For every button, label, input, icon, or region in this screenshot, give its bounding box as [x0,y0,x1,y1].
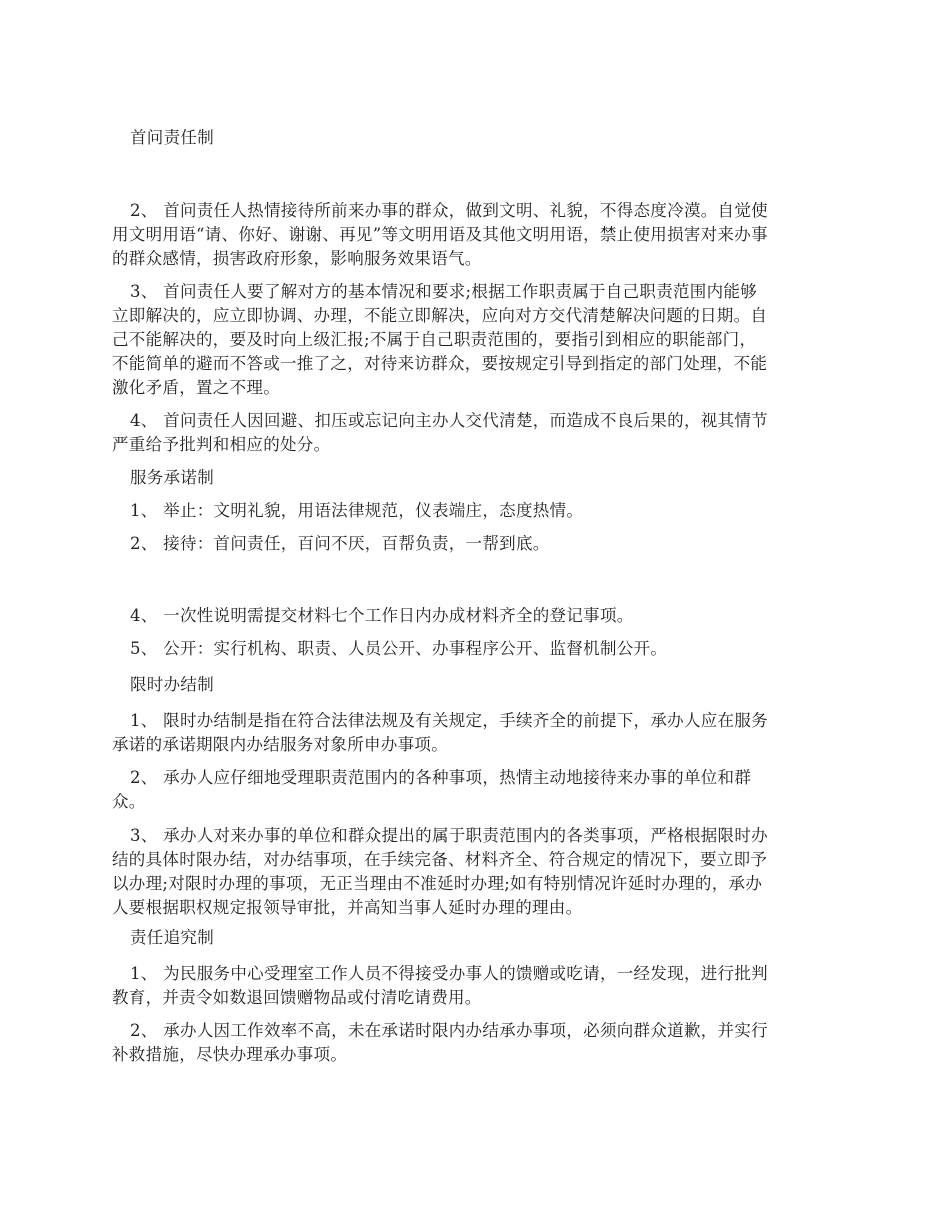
paragraph-line: 教育，并责令如数退回馈赠物品或付清吃请费用。 [112,988,482,1007]
section-heading: 首问责任制 [130,128,214,147]
paragraph-line: 5、 公开：实行机构、职责、人员公开、办事程序公开、监督机制公开。 [130,639,668,658]
paragraph-line: 以办理;对限时办理的事项，无正当理由不准延时办理;如有特别情况许延时办理的，承办 [112,874,763,893]
paragraph-line: 1、 限时办结制是指在符合法律法规及有关规定，手续齐全的前提下，承办人应在服务 [130,711,768,730]
paragraph-line: 激化矛盾，置之不理。 [112,378,280,397]
paragraph-line: 人要根据职权规定报领导审批，并高知当事人延时办理的理由。 [112,898,583,917]
paragraph-line: 立即解决的，应立即协调、办理，不能立即解决，应向对方交代清楚解决问题的日期。自 [112,306,768,325]
paragraph-line: 结的具体时限办结，对办结事项，在手续完备、材料齐全、符合规定的情况下，要立即予 [112,850,768,869]
paragraph-line: 4、 一次性说明需提交材料七个工作日内办成材料齐全的登记事项。 [130,606,634,625]
paragraph-line: 不能简单的避而不答或一推了之，对待来访群众，要按规定引导到指定的部门处理，不能 [112,354,768,373]
paragraph-line: 严重给予批判和相应的处分。 [112,435,331,454]
paragraph-line: 众。 [112,792,146,811]
paragraph-line: 2、 承办人因工作效率不高，未在承诺时限内办结承办事项，必须向群众道歉，并实行 [130,1021,768,1040]
paragraph-line: 4、 首问责任人因回避、扣压或忘记向主办人交代清楚，而造成不良后果的，视其情节 [130,411,768,430]
paragraph-line: 用文明用语“请、你好、谢谢、再见”等文明用语及其他文明用语，禁止使用损害对来办事 [112,225,768,244]
paragraph-line: 2、 承办人应仔细地受理职责范围内的各种事项，热情主动地接待来办事的单位和群 [130,768,752,787]
paragraph-line: 2、 接待：首问责任，百问不厌，百帮负责，一帮到底。 [130,534,550,553]
section-heading: 服务承诺制 [130,468,214,487]
paragraph-line: 2、 首问责任人热情接待所前来办事的群众，做到文明、礼貌，不得态度冷漠。自觉使 [130,201,768,220]
paragraph-line: 己不能解决的，要及时向上级汇报;不属于自己职责范围的，要指引到相应的职能部门， [112,330,757,349]
paragraph-line: 1、 举止：文明礼貌，用语法律规范，仪表端庄，态度热情。 [130,501,584,520]
paragraph-line: 的群众感情，损害政府形象，影响服务效果语气。 [112,249,482,268]
paragraph-line: 承诺的承诺期限内办结服务对象所申办事项。 [112,735,448,754]
paragraph-line: 3、 承办人对来办事的单位和群众提出的属于职责范围内的各类事项，严格根据限时办 [130,826,768,845]
paragraph-line: 3、 首问责任人要了解对方的基本情况和要求;根据工作职责属于自己职责范围内能够 [130,282,758,301]
paragraph-line: 补救措施，尽快办理承办事项。 [112,1045,348,1064]
paragraph-line: 1、 为民服务中心受理室工作人员不得接受办事人的馈赠或吃请，一经发现，进行批判 [130,964,768,983]
section-heading: 限时办结制 [130,675,214,694]
section-heading: 责任追究制 [130,928,214,947]
